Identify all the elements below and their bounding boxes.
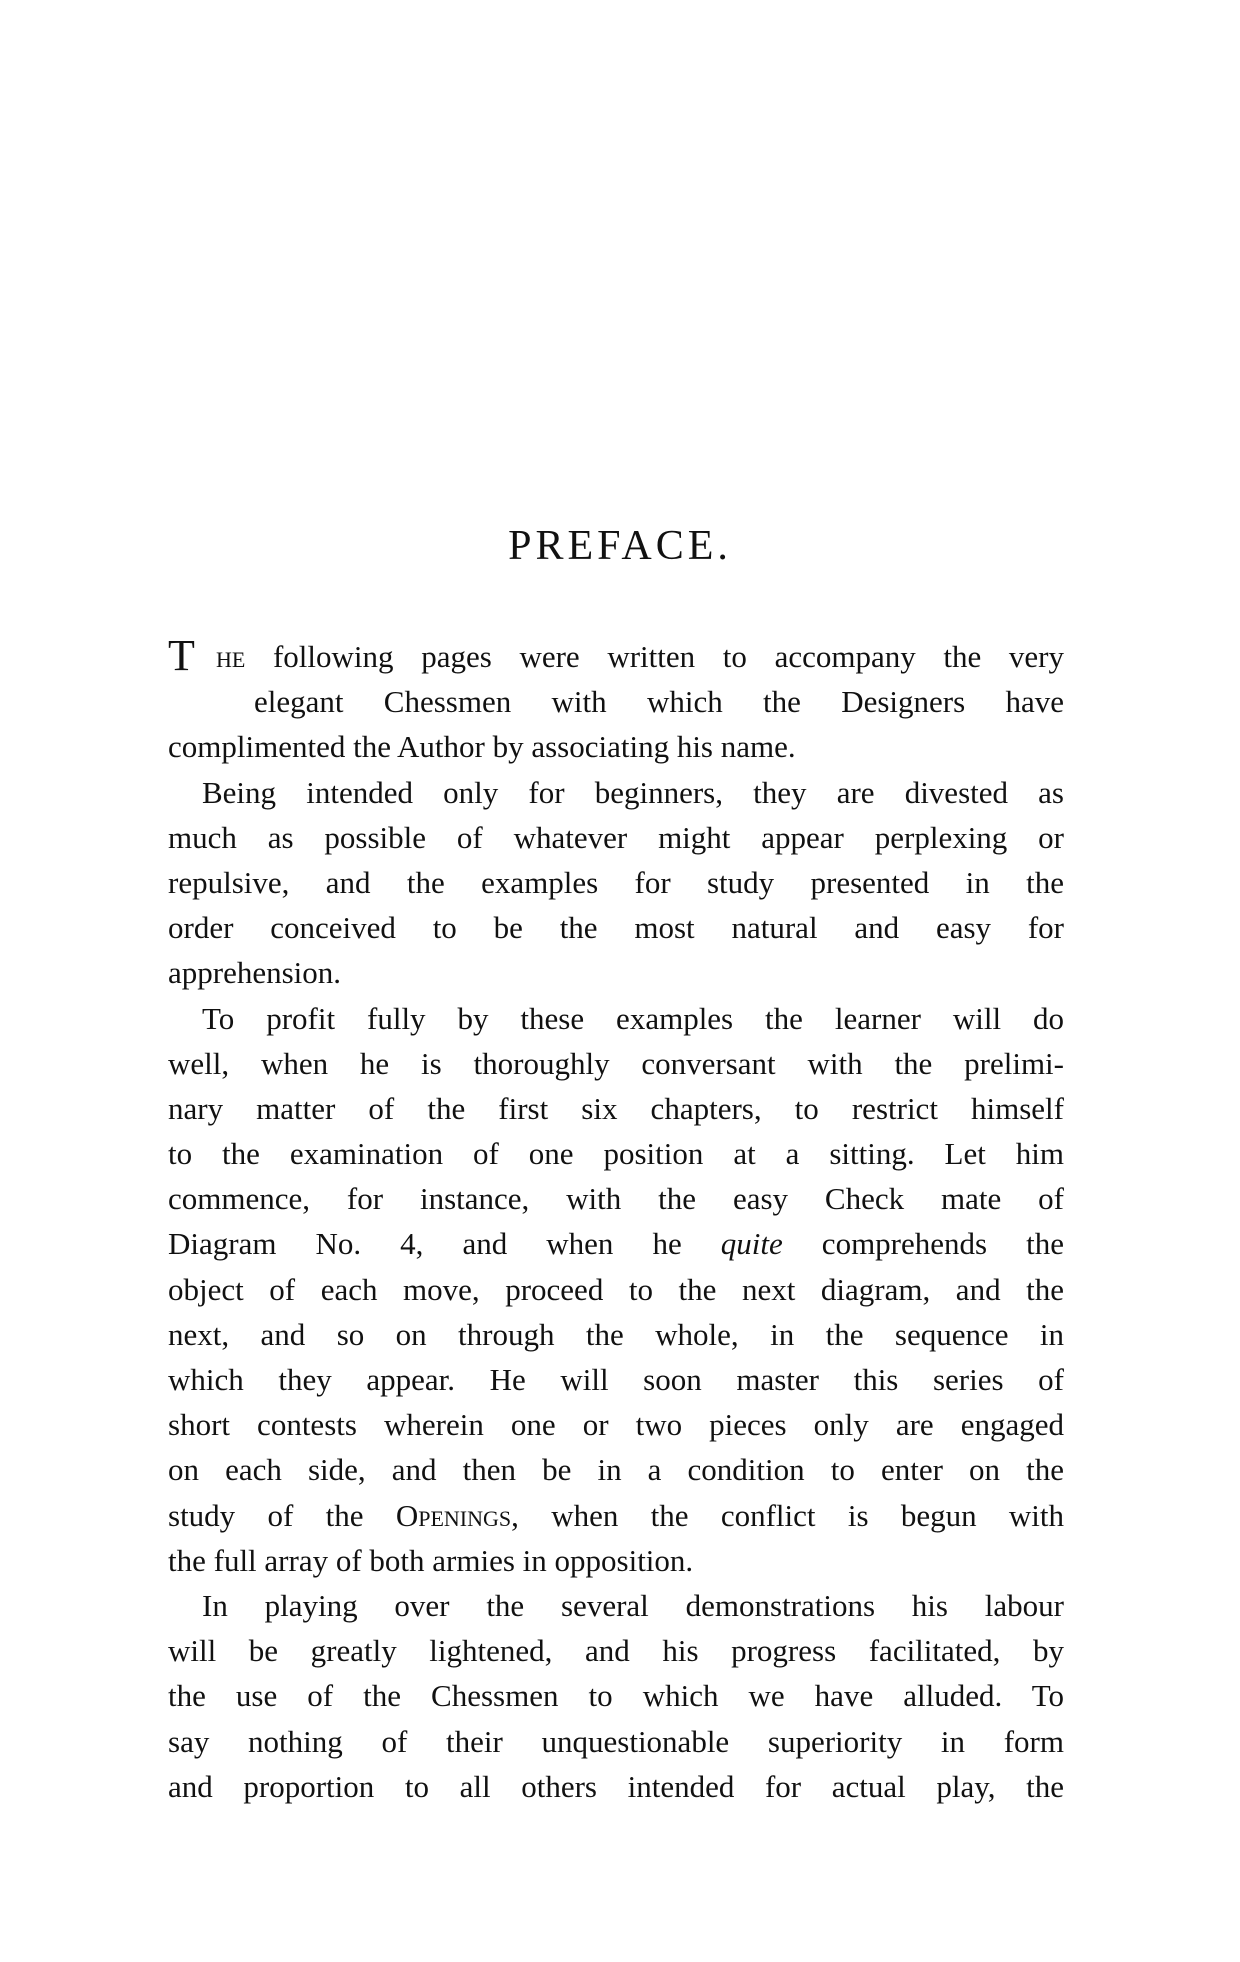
line-text: following pages were written to accompany the very [245,639,1064,674]
italic-text: quite [720,1226,783,1262]
paragraph-3-line-5: commence, for instance, with the easy Check mate of [168,1181,1064,1217]
paragraph-2-line-2: much as possible of whatever might appear perplexing or [168,819,1064,855]
line-text: study of the [168,1497,396,1533]
paragraph-4-line-1: In playing over the several demonstrations his labour [202,1587,1064,1623]
paragraph-3-line-3: nary matter of the first six chapters, to restrict himself [168,1090,1064,1126]
paragraph-4-line-2: will be greatly lightened, and his progress facilitated, by [168,1633,1064,1669]
paragraph-3-line-12 [168,1493,1064,1538]
paragraph-4-line-4: say nothing of their unquestionable superiority in form [168,1723,1064,1759]
paragraph-3-line-13: the full array of both armies in opposition. [168,1542,694,1578]
paragraph-2-line-4: order conceived to be the most natural and easy for [168,910,1064,946]
paragraph-2-line-1: Being intended only for beginners, they are divested as [202,774,1064,810]
paragraph-3-line-6 [168,1221,1064,1266]
small-caps-text: he [216,639,246,674]
paragraph-2-line-3: repulsive, and the examples for study presented in the [168,864,1064,900]
page-title: PREFACE. [508,523,732,569]
paragraph-4-line-5: and proportion to all others intended for actual play, the [168,1768,1064,1804]
paragraph-3-line-10: short contests wherein one or two pieces only are engaged [168,1407,1064,1443]
line-text: , when the conflict is begun with [511,1497,1065,1533]
paragraph-3-line-11: on each side, and then be in a condition to enter on the [168,1452,1064,1488]
paragraph-3-line-1: To profit fully by these examples the learner will do [202,1000,1064,1036]
paragraph-1-line-1 [168,631,1064,680]
paragraph-3-line-9: which they appear. He will soon master this series of [168,1362,1064,1397]
paragraph-4-line-3: the use of the Chessmen to which we have alluded. To [168,1678,1064,1714]
paragraph-3-line-2: well, when he is thoroughly conversant with the prelimi- [168,1045,1064,1081]
paragraph-2-line-5: apprehension. [168,955,342,991]
paragraph-3-line-8: next, and so on through the whole, in the sequence in [168,1316,1064,1352]
drop-cap: T [168,631,195,680]
line-text: comprehends the [782,1226,1064,1262]
preface-body [168,631,1065,1809]
paragraph-1-line-3: complimented the Author by associating his name. [168,729,796,765]
small-caps-text: Openings [395,1497,512,1533]
line-text: Diagram No. 4, and when he [168,1226,721,1262]
paragraph-3-line-4: to the examination of one position at a sitting. Let him [168,1136,1064,1172]
paragraph-3-line-7: object of each move, proceed to the next diagram, and the [168,1271,1064,1307]
paragraph-1-line-2: elegant Chessmen with which the Designers have [254,684,1064,720]
